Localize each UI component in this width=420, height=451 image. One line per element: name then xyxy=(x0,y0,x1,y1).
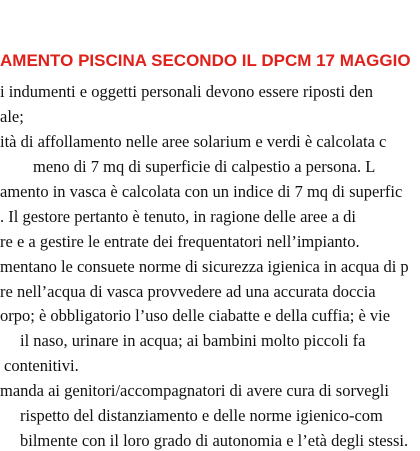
text-line: manda ai genitori/accompagnatori di avere cura di sorvegli xyxy=(0,381,389,400)
text-line: orpo; è obbligatorio l’uso delle ciabatte e della cuffia; è vie xyxy=(0,306,391,325)
text-line: re nell’acqua di vasca provvedere ad una accurata doccia xyxy=(0,282,376,301)
text-line: amento in vasca è calcolata con un indice di 7 mq di superfic xyxy=(0,182,403,201)
text-line: rispetto del distanziamento e delle norme igienico-com xyxy=(20,406,383,425)
text-line: re e a gestire le entrate dei frequentatori nell’impianto. xyxy=(0,232,360,251)
text-line: ità di affollamento nelle aree solarium e verdi è calcolata c xyxy=(0,132,387,151)
text-line: mentano le consuete norme di sicurezza igienica in acqua di p xyxy=(0,257,409,276)
document-title: AMENTO PISCINA SECONDO IL DPCM 17 MAGGIO xyxy=(0,51,411,70)
text-line: ale; xyxy=(0,107,24,126)
text-line: contenitivi. xyxy=(4,356,79,375)
text-line: il naso, urinare in acqua; ai bambini molto piccoli fa xyxy=(20,331,366,350)
text-line: meno di 7 mq di superficie di calpestio a persona. L xyxy=(33,157,376,176)
text-line: i indumenti e oggetti personali devono essere riposti den xyxy=(0,82,373,101)
text-line: bilmente con il loro grado di autonomia e l’età degli stessi. xyxy=(20,431,409,450)
text-line: . Il gestore pertanto è tenuto, in ragione delle aree a di xyxy=(0,207,356,226)
